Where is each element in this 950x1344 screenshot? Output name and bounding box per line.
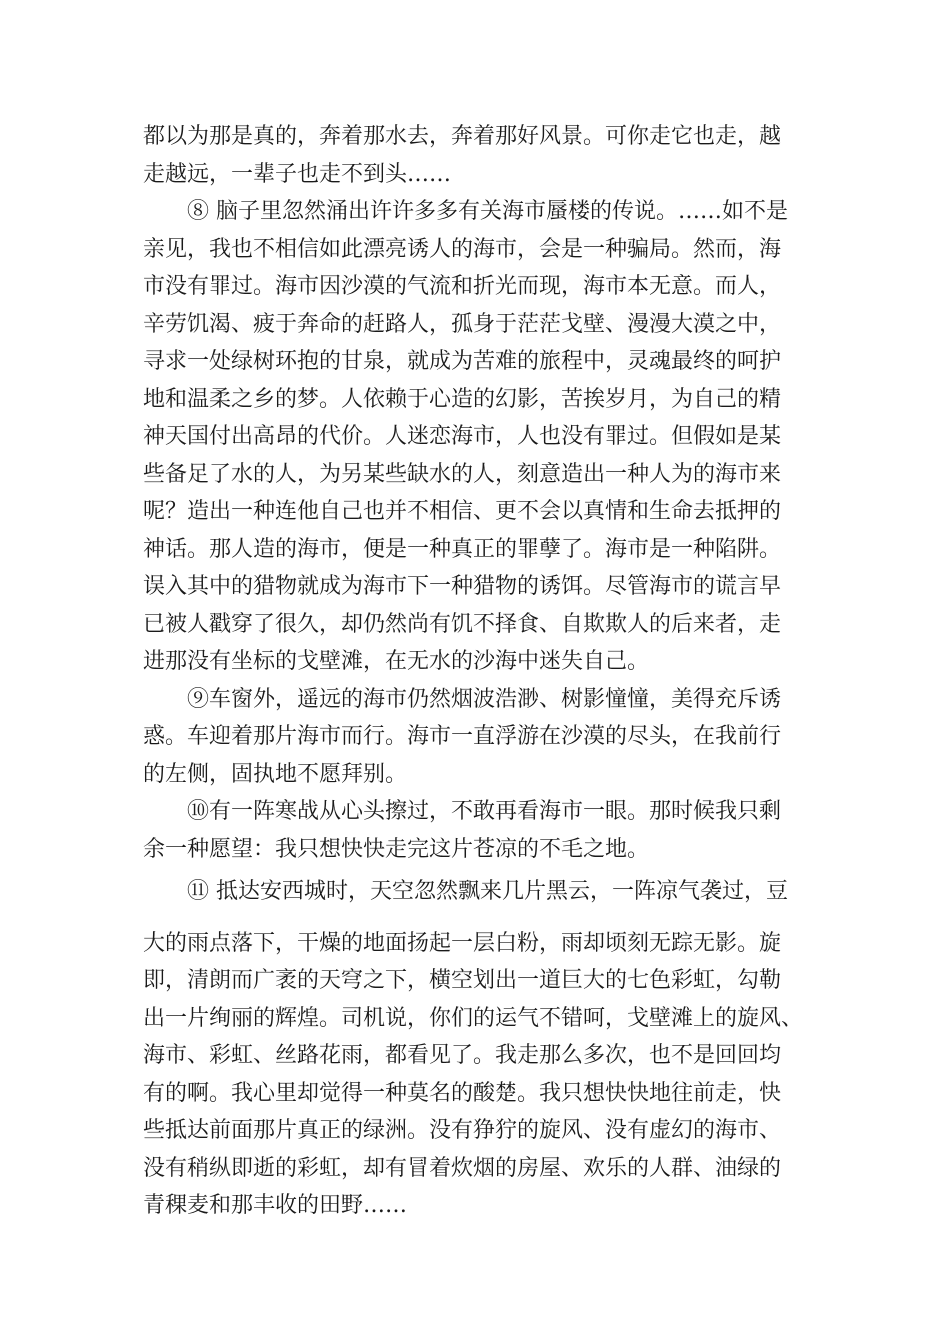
text-line: 的左侧，固执地不愿拜别。 [143, 762, 408, 787]
text-line: 市没有罪过。海市因沙漠的气流和折光而现，海市本无意。而人， [143, 274, 782, 299]
text-line: 即，清朗而广袤的天穹之下，横空划出一道巨大的七色彩虹，勾勒 [143, 968, 782, 993]
text-line: 些抵达前面那片真正的绿洲。没有狰狞的旋风、没有虚幻的海市、 [143, 1118, 782, 1143]
text-line: 走越远，一辈子也走不到头…… [143, 162, 452, 187]
text-line: 出一片绚丽的辉煌。司机说，你们的运气不错呵，戈壁滩上的旋风、 [143, 1006, 804, 1031]
text-line: 进那没有坐标的戈壁滩，在无水的沙海中迷失自己。 [143, 649, 650, 674]
text-line: 误入其中的猎物就成为海市下一种猎物的诱饵。尽管海市的谎言早 [143, 574, 782, 599]
text-line: 有的啊。我心里却觉得一种莫名的酸楚。我只想快快地往前走，快 [143, 1081, 782, 1106]
text-line: 亲见，我也不相信如此漂亮诱人的海市，会是一种骗局。然而，海 [143, 237, 782, 262]
text-line: 惑。车迎着那片海市而行。海市一直浮游在沙漠的尽头，在我前行 [143, 724, 782, 749]
text-line: 大的雨点落下，干燥的地面扬起一层白粉，雨却顷刻无踪无影。旋 [143, 931, 782, 956]
paragraph-10-start: ⑩有一阵寒战从心头擦过，不敢再看海市一眼。那时候我只剩 [187, 799, 782, 824]
text-line: 地和温柔之乡的梦。人依赖于心造的幻影，苦挨岁月，为自己的精 [143, 387, 782, 412]
text-line: 神话。那人造的海市，便是一种真正的罪孽了。海市是一种陷阱。 [143, 537, 782, 562]
text-line: 都以为那是真的，奔着那水去，奔着那好风景。可你走它也走，越 [143, 124, 782, 149]
text-line: 余一种愿望：我只想快快走完这片苍凉的不毛之地。 [143, 837, 650, 862]
text-line: 寻求一处绿树环抱的甘泉，就成为苦难的旅程中，灵魂最终的呵护 [143, 349, 782, 374]
text-line: 呢？造出一种连他自己也并不相信、更不会以真情和生命去抵押的 [143, 499, 782, 524]
text-line: 辛劳饥渴、疲于奔命的赶路人，孤身于茫茫戈壁、漫漫大漠之中， [143, 312, 782, 337]
paragraph-8-start: ⑧ 脑子里忽然涌出许许多多有关海市蜃楼的传说。……如不是 [187, 199, 788, 224]
text-line: 已被人戳穿了很久，却仍然尚有饥不择食、自欺欺人的后来者，走 [143, 612, 782, 637]
text-line: 青稞麦和那丰收的田野…… [143, 1193, 408, 1218]
paragraph-11-start: ⑪ 抵达安西城时，天空忽然飘来几片黑云，一阵凉气袭过，豆 [187, 879, 788, 904]
text-line: 海市、彩虹、丝路花雨，都看见了。我走那么多次，也不是回回均 [143, 1043, 782, 1068]
text-line: 些备足了水的人，为另某些缺水的人，刻意造出一种人为的海市来 [143, 462, 782, 487]
text-line: 没有稍纵即逝的彩虹，却有冒着炊烟的房屋、欢乐的人群、油绿的 [143, 1156, 782, 1181]
text-line: 神天国付出高昂的代价。人迷恋海市，人也没有罪过。但假如是某 [143, 424, 782, 449]
paragraph-9-start: ⑨车窗外，遥远的海市仍然烟波浩渺、树影憧憧，美得充斥诱 [187, 687, 782, 712]
